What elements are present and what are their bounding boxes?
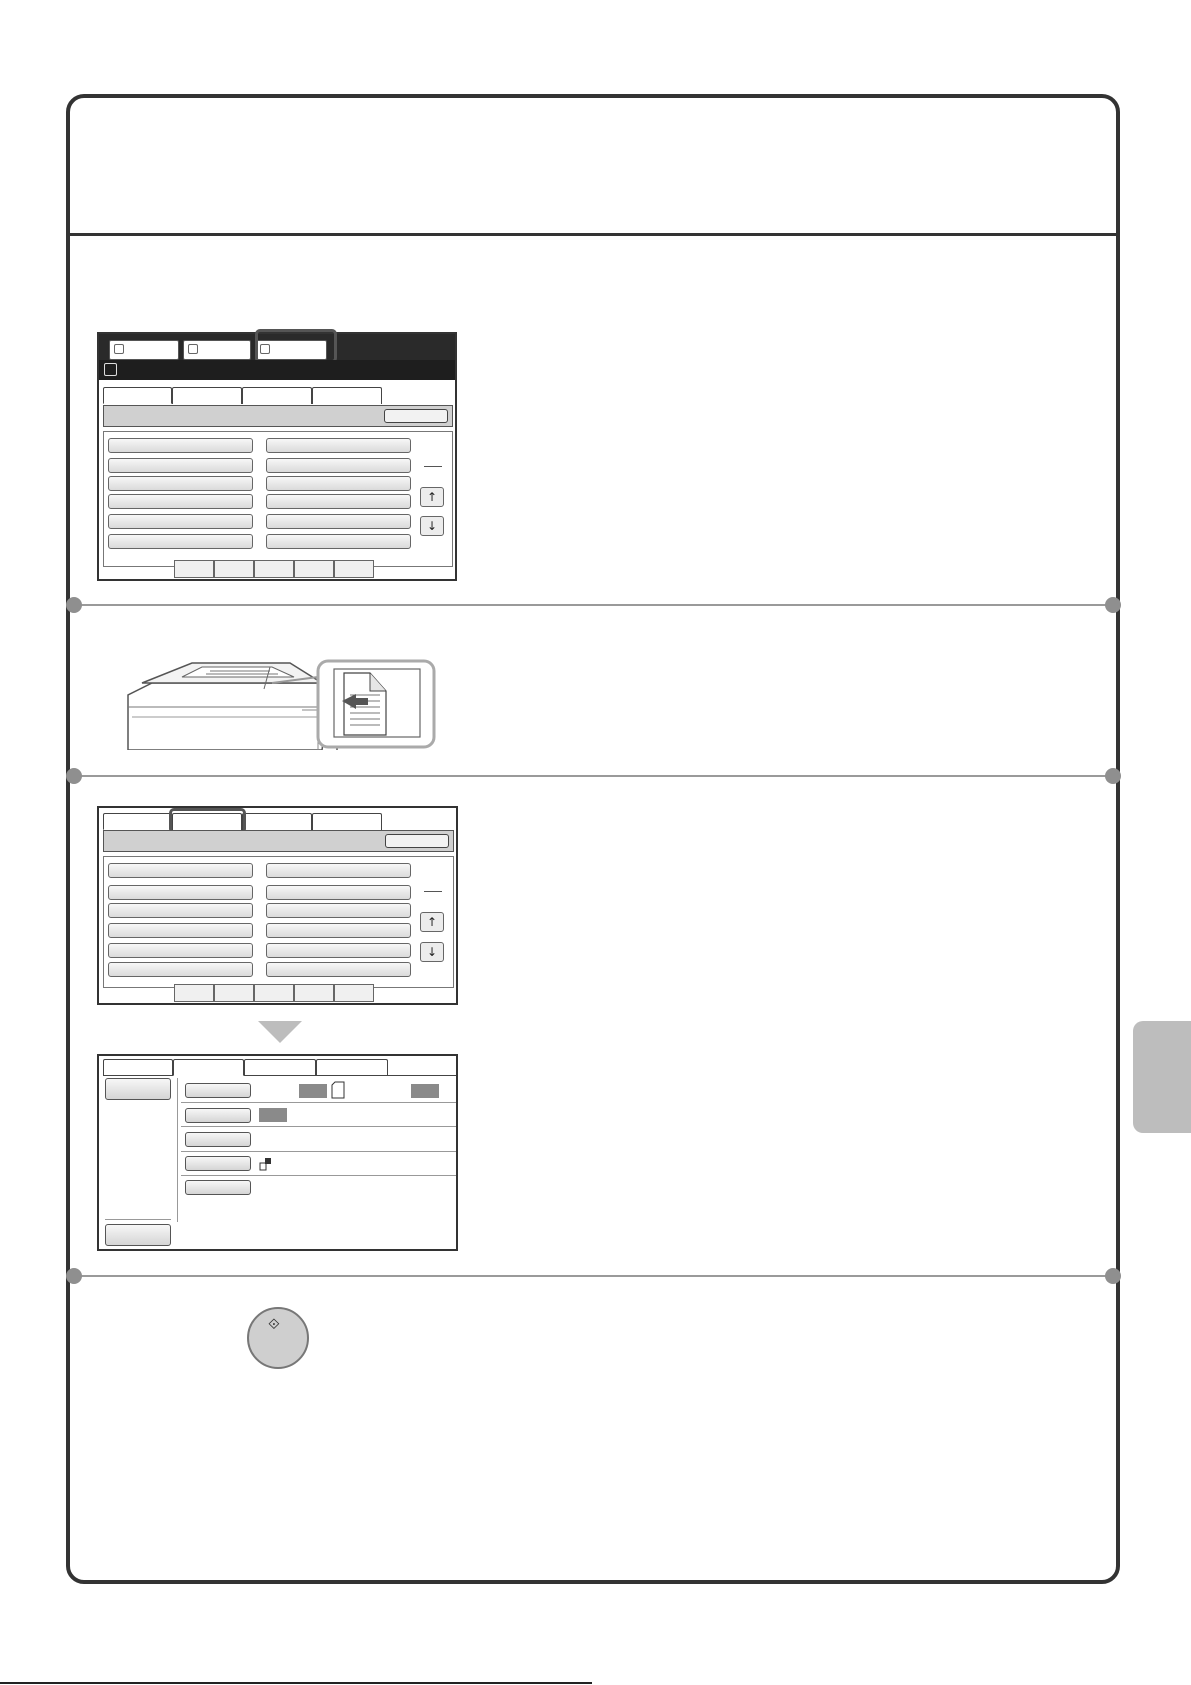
file-item[interactable] [108, 885, 253, 900]
page-indicator [424, 891, 442, 892]
bottom-tab[interactable] [174, 560, 214, 578]
setting-button-2[interactable] [185, 1108, 251, 1123]
settings-row-rule [181, 1175, 456, 1176]
folder-tab-2[interactable] [172, 387, 242, 404]
bottom-tab[interactable] [334, 560, 374, 578]
settings-tab-2[interactable] [173, 1059, 244, 1076]
file-item[interactable] [108, 458, 253, 473]
step-dot-left-2 [66, 768, 82, 784]
highlight-mode-tab [255, 329, 337, 363]
file-item[interactable] [108, 962, 253, 977]
next-screen-arrow-icon [258, 1021, 302, 1043]
file-item[interactable] [108, 476, 253, 491]
paper-orientation-icon [331, 1081, 345, 1099]
file-item[interactable] [266, 923, 411, 938]
folder-tab-1[interactable] [103, 387, 172, 404]
mode-tab-2[interactable] [183, 340, 251, 360]
info-bar [103, 830, 454, 852]
settings-divider [177, 1078, 178, 1222]
duplex-icon [259, 1157, 273, 1171]
document-feeder-illustration [122, 655, 447, 750]
tab-baseline [103, 1075, 173, 1076]
file-item[interactable] [266, 438, 411, 453]
file-item[interactable] [108, 863, 253, 878]
file-list [103, 431, 453, 567]
settings-row-rule [181, 1151, 456, 1152]
file-item[interactable] [108, 943, 253, 958]
bottom-tab[interactable] [294, 984, 334, 1002]
file-item[interactable] [266, 534, 411, 549]
screen-document-filing-list [97, 332, 457, 581]
scroll-down-button[interactable]: ↓ [420, 942, 444, 962]
screen-settings [97, 1054, 458, 1251]
info-bar [103, 405, 453, 427]
file-item[interactable] [266, 943, 411, 958]
settings-tab-1[interactable] [103, 1059, 173, 1076]
file-item[interactable] [266, 885, 411, 900]
copy-mode-icon [114, 344, 124, 354]
file-item[interactable] [108, 514, 253, 529]
step-dot-right-2 [1105, 768, 1121, 784]
folder-tab-1[interactable] [103, 813, 172, 830]
file-item[interactable] [108, 903, 253, 918]
file-item[interactable] [108, 534, 253, 549]
screen-title-bar [99, 360, 455, 380]
side-divider [105, 1219, 171, 1220]
settings-row-rule [181, 1102, 456, 1103]
screen-file-list-tabs [97, 806, 458, 1005]
bottom-tab[interactable] [254, 984, 294, 1002]
scroll-down-button[interactable]: ↓ [420, 516, 444, 536]
file-item[interactable] [266, 903, 411, 918]
setting-button-5[interactable] [185, 1180, 251, 1195]
page-indicator [424, 466, 442, 467]
file-item[interactable] [266, 863, 411, 878]
bottom-tab[interactable] [334, 984, 374, 1002]
file-item[interactable] [266, 514, 411, 529]
page-bottom-rule [0, 1682, 592, 1684]
file-item[interactable] [266, 476, 411, 491]
bottom-tab[interactable] [294, 560, 334, 578]
bar-action-button[interactable] [385, 834, 449, 848]
step-dot-right-3 [1105, 1268, 1121, 1284]
setting-button-3[interactable] [185, 1132, 251, 1147]
step-dot-right-1 [1105, 597, 1121, 613]
setting-button-4[interactable] [185, 1156, 251, 1171]
file-item[interactable] [108, 438, 253, 453]
side-button-top[interactable] [105, 1078, 171, 1100]
bottom-tab[interactable] [174, 984, 214, 1002]
bottom-tab[interactable] [214, 560, 254, 578]
image-send-mode-icon [188, 344, 198, 354]
setting-value-swatch [299, 1084, 327, 1098]
header-rule [70, 233, 1116, 236]
setting-value-swatch [411, 1084, 439, 1098]
step-divider-3 [76, 1275, 1116, 1277]
settings-tab-3[interactable] [244, 1059, 316, 1076]
bar-action-button[interactable] [384, 409, 448, 423]
folder-tab-3[interactable] [242, 813, 312, 830]
folder-tab-4[interactable] [312, 813, 382, 830]
scroll-up-button[interactable]: ↑ [420, 912, 444, 932]
scroll-up-button[interactable]: ↑ [420, 487, 444, 507]
folder-tab-3[interactable] [242, 387, 312, 404]
start-key[interactable] [247, 1307, 309, 1369]
file-item[interactable] [266, 458, 411, 473]
settings-tab-4[interactable] [316, 1059, 388, 1076]
file-list [103, 856, 454, 988]
settings-row-rule [181, 1126, 456, 1127]
tab-baseline [244, 1075, 456, 1076]
file-item[interactable] [266, 494, 411, 509]
file-item[interactable] [108, 923, 253, 938]
setting-value-swatch [259, 1108, 287, 1122]
mode-tab-1[interactable] [109, 340, 179, 360]
step-divider-2 [76, 775, 1116, 777]
step-dot-left-1 [66, 597, 82, 613]
folder-icon [104, 363, 117, 376]
folder-tab-4[interactable] [312, 387, 382, 404]
side-button-bottom[interactable] [105, 1224, 171, 1246]
start-key-icon: ⟐ [268, 1315, 280, 1333]
chapter-side-tab [1133, 1021, 1191, 1133]
setting-button-1[interactable] [185, 1083, 251, 1098]
bottom-tab[interactable] [254, 560, 294, 578]
file-item[interactable] [266, 962, 411, 977]
file-item[interactable] [108, 494, 253, 509]
step-divider-1 [76, 604, 1116, 606]
step-dot-left-3 [66, 1268, 82, 1284]
bottom-tab[interactable] [214, 984, 254, 1002]
